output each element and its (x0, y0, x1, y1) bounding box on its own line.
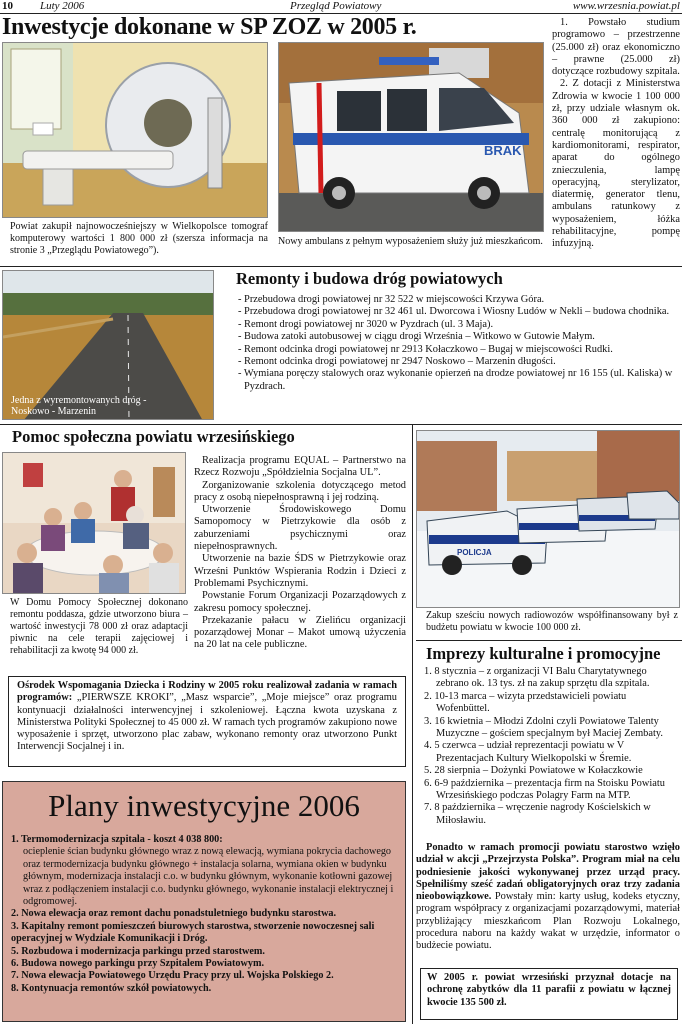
publication-name: Przegląd Powiatowy (290, 0, 382, 12)
list-item: - Remont odcinka drogi powiatowej nr 2947 Noskowo – Marzenin długości. (238, 356, 556, 368)
ambulance-livery-text: BRAK (484, 143, 522, 158)
police-cars-photo (416, 430, 680, 608)
list-item: 5. 28 sierpnia – Dożynki Powiatowe w Kołaczkowie (424, 765, 643, 777)
investment-plans-box (2, 781, 406, 1022)
divider (0, 266, 682, 267)
list-item: 6. 6-9 października – prezentacja firm na Stoisku Powiatu Wrzesińskiego podczas Polagry Farm na MTP. (424, 777, 665, 802)
divider (416, 640, 682, 641)
article-title-investments: Inwestycje dokonane w SP ZOZ w 2005 r. (2, 14, 417, 40)
hospital-item-1: 1. Powstało studium programowo – przestrzenne (25.000 zł) oraz ekonomiczno – prawne (25.000 zł) dotyczące rozbudowy szpitala. (552, 17, 680, 78)
culture-events-list (420, 666, 680, 827)
investment-plans-title: Plany inwestycyjne 2006 (48, 788, 360, 823)
tomograph-photo (2, 42, 268, 218)
list-item: - Przebudowa drogi powiatowej nr 32 461 ul. Dworcowa i Wiosny Ludów w Nekli – budowa chodnika. (238, 306, 670, 318)
social-programs-text (194, 455, 406, 652)
road-photo (2, 270, 214, 420)
culture-section-title: Imprezy kulturalne i promocyjne (426, 644, 661, 663)
promotion-detail: Powstały min: karty usług, kodeks etyczny, program współpracy z organizacjami pozarządowymi, materiał przybliżający mieszkańcom Plan Rozwoju Lokalnego, procedura naboru na każdy wakat w urzędzie, informator o budżecie powiatu. (416, 891, 680, 952)
social-paragraph: Utworzenie Środowiskowego Domu Samopomocy w Pietrzykowie dla osób z zaburzeniami psychicznymi oraz niepełnosprawnych. (194, 504, 406, 553)
roads-section-title: Remonty i budowa dróg powiatowych (236, 269, 503, 288)
road-photo-caption: Jedna z wyremontowanych dróg - Noskowo - Marzenin (11, 395, 147, 417)
family-support-lead: Ośrodek Wspomagania Dziecka i Rodziny w 2005 roku realizował zadania w ramach programów: (17, 680, 397, 704)
column-divider (412, 424, 413, 1024)
care-home-photo (2, 452, 186, 594)
plan-item-1-detail: ocieplenie ścian budynku głównego wraz z nową elewacją, wymiana pokrycia dachowego oraz termodernizacja budynku głównego + instalacja solarna, wymiana okien w budynku głównym, modernizacja instalacji c.o. w budynku głównym, wykonanie kotłowni gazowej wraz z podłączeniem instalacji c.o. budynku głównego, wykonanie instalacji elektrycznej i odgromowej. (23, 846, 394, 908)
family-support-box (8, 676, 406, 767)
page-header (0, 0, 682, 14)
list-item: 7. 8 października – wręczenie nagrody Kościelskich w Miłosławiu. (424, 802, 651, 826)
website-link[interactable]: www.wrzesnia.powiat.pl (572, 0, 680, 12)
list-item: 3. Kapitalny remont pomieszczeń biurowych starostwa, stworzenie nowoczesnej sali operacyjnej w Wydziale Komunikacji i Dróg. (11, 920, 375, 945)
issue-date: Luty 2006 (40, 0, 85, 12)
list-item: 5. Rozbudowa i modernizacja parkingu przed starostwem. (11, 945, 265, 957)
list-item: 1. 8 stycznia – z organizacji VI Balu Charytatywnego zebrano ok. 13 tys. zł na zakup sprzętu dla szpitala. (424, 666, 650, 690)
list-item: 2. Nowa elewacja oraz remont dachu ponadstuletniego budynku starostwa. (11, 908, 337, 920)
list-item: 7. Nowa elewacja Powiatowego Urzędu Pracy przy ul. Wojska Polskiego 2. (11, 970, 334, 982)
social-paragraph: Powstanie Forum Organizacji Pozarządowych z zakresu pomocy społecznej. (194, 590, 406, 614)
family-support-text: „PIERWSZE KROKI”, „Masz wsparcie”, „Moje miejsce” oraz programu kontynuacji działalności interwencyjnej i szkoleniowej. Łączna kwota uzyskana z Ministerstwa Polityki Społecznej to 45 000 zł. W ramach tych programów zakupiono nowe wyposażenie i sprzęt, utworzono plac zabaw, wykonano remonty oraz utworzono Punkt Interwencji Socjalnej i in. (17, 692, 397, 753)
list-item: - Wymiana poręczy stalowych oraz wykonanie opierzeń na drodze powiatowej nr 16 155 (ul. Kaliska) w Pyzdrach. (238, 368, 673, 392)
investment-plans-list (11, 834, 397, 995)
promotion-text (416, 842, 680, 953)
list-item: - Budowa zatoki autobusowej w ciągu drogi Września – Witkowo w Gutowie Małym. (238, 331, 595, 343)
tomograph-caption: Powiat zakupił najnowocześniejszy w Wielkopolsce tomograf komputerowy wartości 1 800 000 zł (szersza informacja na stronie 3 „Przeglądu Powiatowego”). (10, 221, 268, 256)
plan-item-1-title: 1. Termomodernizacja szpitala - koszt 4 038 800: (11, 834, 223, 845)
social-paragraph: Zorganizowanie szkolenia dotyczącego metod pracy z osobą niepełnosprawną i jej rodziną. (194, 479, 406, 503)
social-section-title: Pomoc społeczna powiatu wrzesińskiego (12, 427, 295, 446)
hospital-item-2: 2. Z dotacji z Ministerstwa Zdrowia w kwocie 1 100 000 zł, przy udziale własnym ok. 360 000 zł zakupiono: centralę monitorującą z kardiomonitorami, respirator, aparat do ogólnego znieczulenia, lampę operacyjną, sterylizator, diatermię, generator tlenu, ambulans ratunkowy z wyposażeniem, łóżka rehabilitacyjne, pompę infuzyjną. (552, 78, 680, 250)
police-car-label: POLICJA (457, 548, 492, 557)
ambulance-photo (278, 42, 544, 232)
list-item: 8. Kontynuacja remontów szkół powiatowych. (11, 982, 212, 994)
list-item: - Przebudowa drogi powiatowej nr 32 522 w miejscowości Krzywa Góra. (238, 294, 545, 305)
police-caption: Zakup sześciu nowych radiowozów współfinansowany był z budżetu powiatu w kwocie 100 000 zł. (426, 610, 678, 633)
page-number: 10 (2, 0, 13, 12)
list-item: 4. 5 czerwca – udział reprezentacji powiatu w V Prezentacjach Kultury Wielkopolski w Śremie. (424, 740, 632, 764)
roads-list (236, 294, 676, 393)
social-paragraph: Realizacja programu EQUAL – Partnerstwo na Rzecz Rozwoju „Spółdzielnia Socjalna UL”. (194, 455, 406, 479)
promotion-lead: Ponadto w ramach promocji powiatu starostwo wzięło udział w akcji „Przejrzysta Polska”. Program miał na celu podniesienie jakości wykonywanej przez urząd pracy. Spełniliśmy sześć zadań obligatoryjnych oraz trzy zadania nieobowiązkowe. (416, 842, 680, 903)
ambulance-caption: Nowy ambulans z pełnym wyposażeniem służy już mieszkańcom. (278, 236, 543, 247)
list-item: 3. 16 kwietnia – Młodzi Zdolni czyli Powiatowe Talenty Muzyczne – gościem specjalnym był Maciej Zembaty. (424, 715, 663, 740)
list-item: 2. 10-13 marca – wizyta przedstawicieli powiatu Wofenbüttel. (424, 690, 627, 715)
heritage-grant-note: W 2005 r. powiat wrzesiński przyznał dotacje na ochronę zabytków dla 11 parafii z powiatu w łącznej kwocie 135 500 zł. (420, 968, 678, 1020)
list-item: 6. Budowa nowego parkingu przy Szpitalem Powiatowym. (11, 958, 265, 970)
list-item (11, 834, 397, 908)
social-paragraph: Utworzenie na bazie ŚDS w Pietrzykowie oraz Wrześni Punktów Wspierania Rodzin i Dzieci z Problemami Psychicznymi. (194, 553, 406, 589)
social-paragraph: Przekazanie pałacu w Zielińcu organizacji pozarządowej Monar – Makot umową użyczenia na 20 lat na cele publiczne. (194, 614, 406, 651)
hospital-investments-text (552, 17, 680, 251)
divider (0, 424, 682, 425)
list-item: - Remont drogi powiatowej nr 3020 w Pyzdrach (ul. 3 Maja). (238, 318, 494, 330)
list-item: - Remont odcinka drogi powiatowej nr 2913 Kołaczkowo – Bugaj w miejscowości Rudki. (238, 343, 613, 355)
care-home-caption: W Domu Pomocy Społecznej dokonano remontu poddasza, gdzie utworzono biura – wartość inwestycji 78 000 zł oraz adaptacji piwnic na cele terapii zajęciowej i rehabilitacji za kwotę 94 000 zł. (10, 597, 188, 656)
